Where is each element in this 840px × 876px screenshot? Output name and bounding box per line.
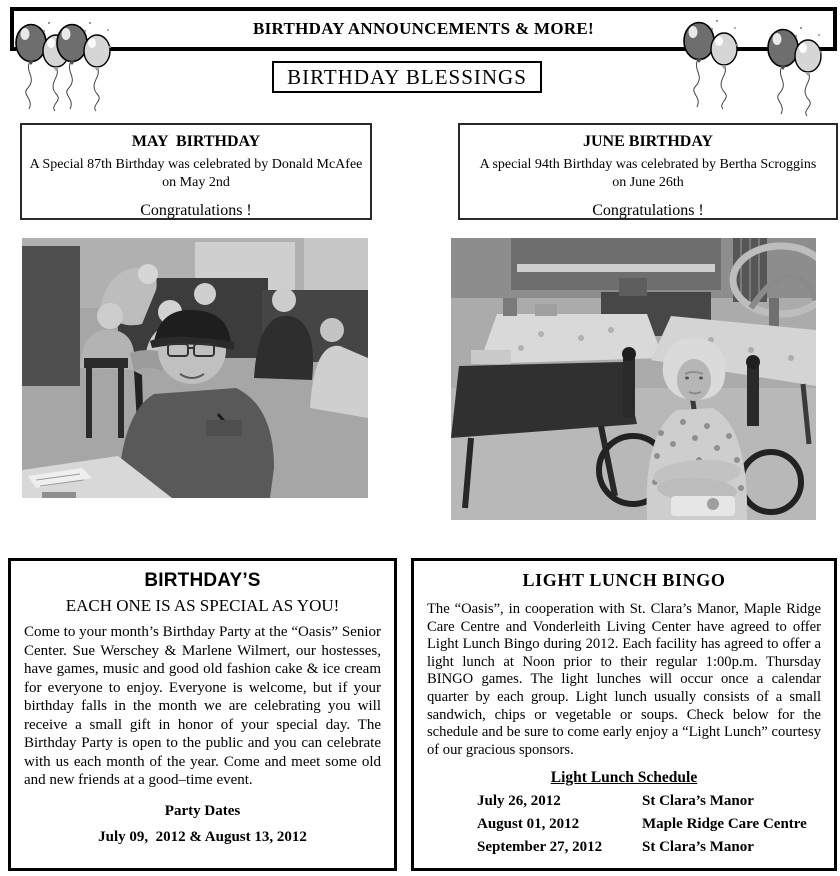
- balloons-icon: [766, 22, 824, 117]
- bingo-body: The “Oasis”, in cooperation with St. Clara’s Manor, Maple Ridge Care Centre and Vonderleith Living Center have agreed to offer Light Lunch Bingo during 2012. Each facility has agreed to offer a light lunch at Noon prior to their regular 1:00p.m. Thursday BINGO games. The light lunches will occur once a calendar quarter by each group. Light lunch usually consists of a small sandwich, chips or vegetable or soups. Check below for the schedule and be sure to come early enjoy a “Light Lunch” courtesy of our gracious sponsors.: [427, 601, 821, 758]
- may-card-line2: on May 2nd: [162, 175, 230, 190]
- schedule-title: Light Lunch Schedule: [550, 769, 698, 787]
- light-lunch-bingo-box: [411, 558, 837, 871]
- schedule-row-date: August 01, 2012: [477, 816, 580, 833]
- may-birthday-card: [20, 123, 372, 220]
- birthdays-title: BIRTHDAY’S: [144, 570, 261, 591]
- schedule-table: [477, 793, 821, 856]
- may-photo-illustration: [22, 238, 368, 498]
- birthdays-subtitle: EACH ONE IS AS SPECIAL AS YOU!: [65, 596, 340, 615]
- june-birthday-card: [458, 123, 838, 220]
- june-birthday-photo: [451, 238, 816, 520]
- party-dates-label: Party Dates: [164, 802, 241, 819]
- blessings-box: [272, 61, 542, 93]
- party-dates: July 09, 2012 & August 13, 2012: [98, 828, 307, 845]
- may-card-title: MAY BIRTHDAY: [131, 133, 261, 150]
- birthdays-body: Come to your month’s Birthday Party at the “Oasis” Senior Center. Sue Werschey & Marlene Wilmert, our hostesses, have games, music and good old fashion cake & ice cream for everyone to enjoy. Everyone is welcome, but if your birthday falls in the month we are celebrating you will receive a small gift in honor of your special day. The Birthday Party is open to the public and you can celebrate with us each month of the year. Come and meet some old and new friends at a good–time event.: [24, 624, 381, 788]
- schedule-row-facility: St Clara’s Manor: [642, 793, 754, 810]
- schedule-row-date: July 26, 2012: [477, 793, 561, 810]
- birthdays-box: [8, 558, 397, 871]
- balloons-icon: [682, 15, 740, 110]
- june-card-line2: on June 26th: [612, 175, 684, 190]
- balloons-icon: [55, 17, 113, 112]
- blessings-title: BIRTHDAY BLESSINGS: [287, 64, 527, 89]
- schedule-row-facility: St Clara’s Manor: [642, 839, 754, 856]
- june-card-congrats: Congratulations !: [592, 202, 704, 219]
- june-card-title: JUNE BIRTHDAY: [583, 133, 713, 150]
- may-birthday-photo: [22, 238, 368, 498]
- schedule-row-facility: Maple Ridge Care Centre: [642, 816, 807, 833]
- june-photo-illustration: [451, 238, 816, 520]
- june-card-line1: A special 94th Birthday was celebrated by Bertha Scroggins: [479, 157, 817, 172]
- banner-title: BIRTHDAY ANNOUNCEMENTS & MORE!: [252, 19, 595, 38]
- bingo-title: LIGHT LUNCH BINGO: [522, 570, 726, 590]
- may-card-line1: A Special 87th Birthday was celebrated by Donald McAfee: [29, 157, 363, 172]
- schedule-row-date: September 27, 2012: [477, 839, 603, 856]
- may-card-congrats: Congratulations !: [140, 202, 252, 219]
